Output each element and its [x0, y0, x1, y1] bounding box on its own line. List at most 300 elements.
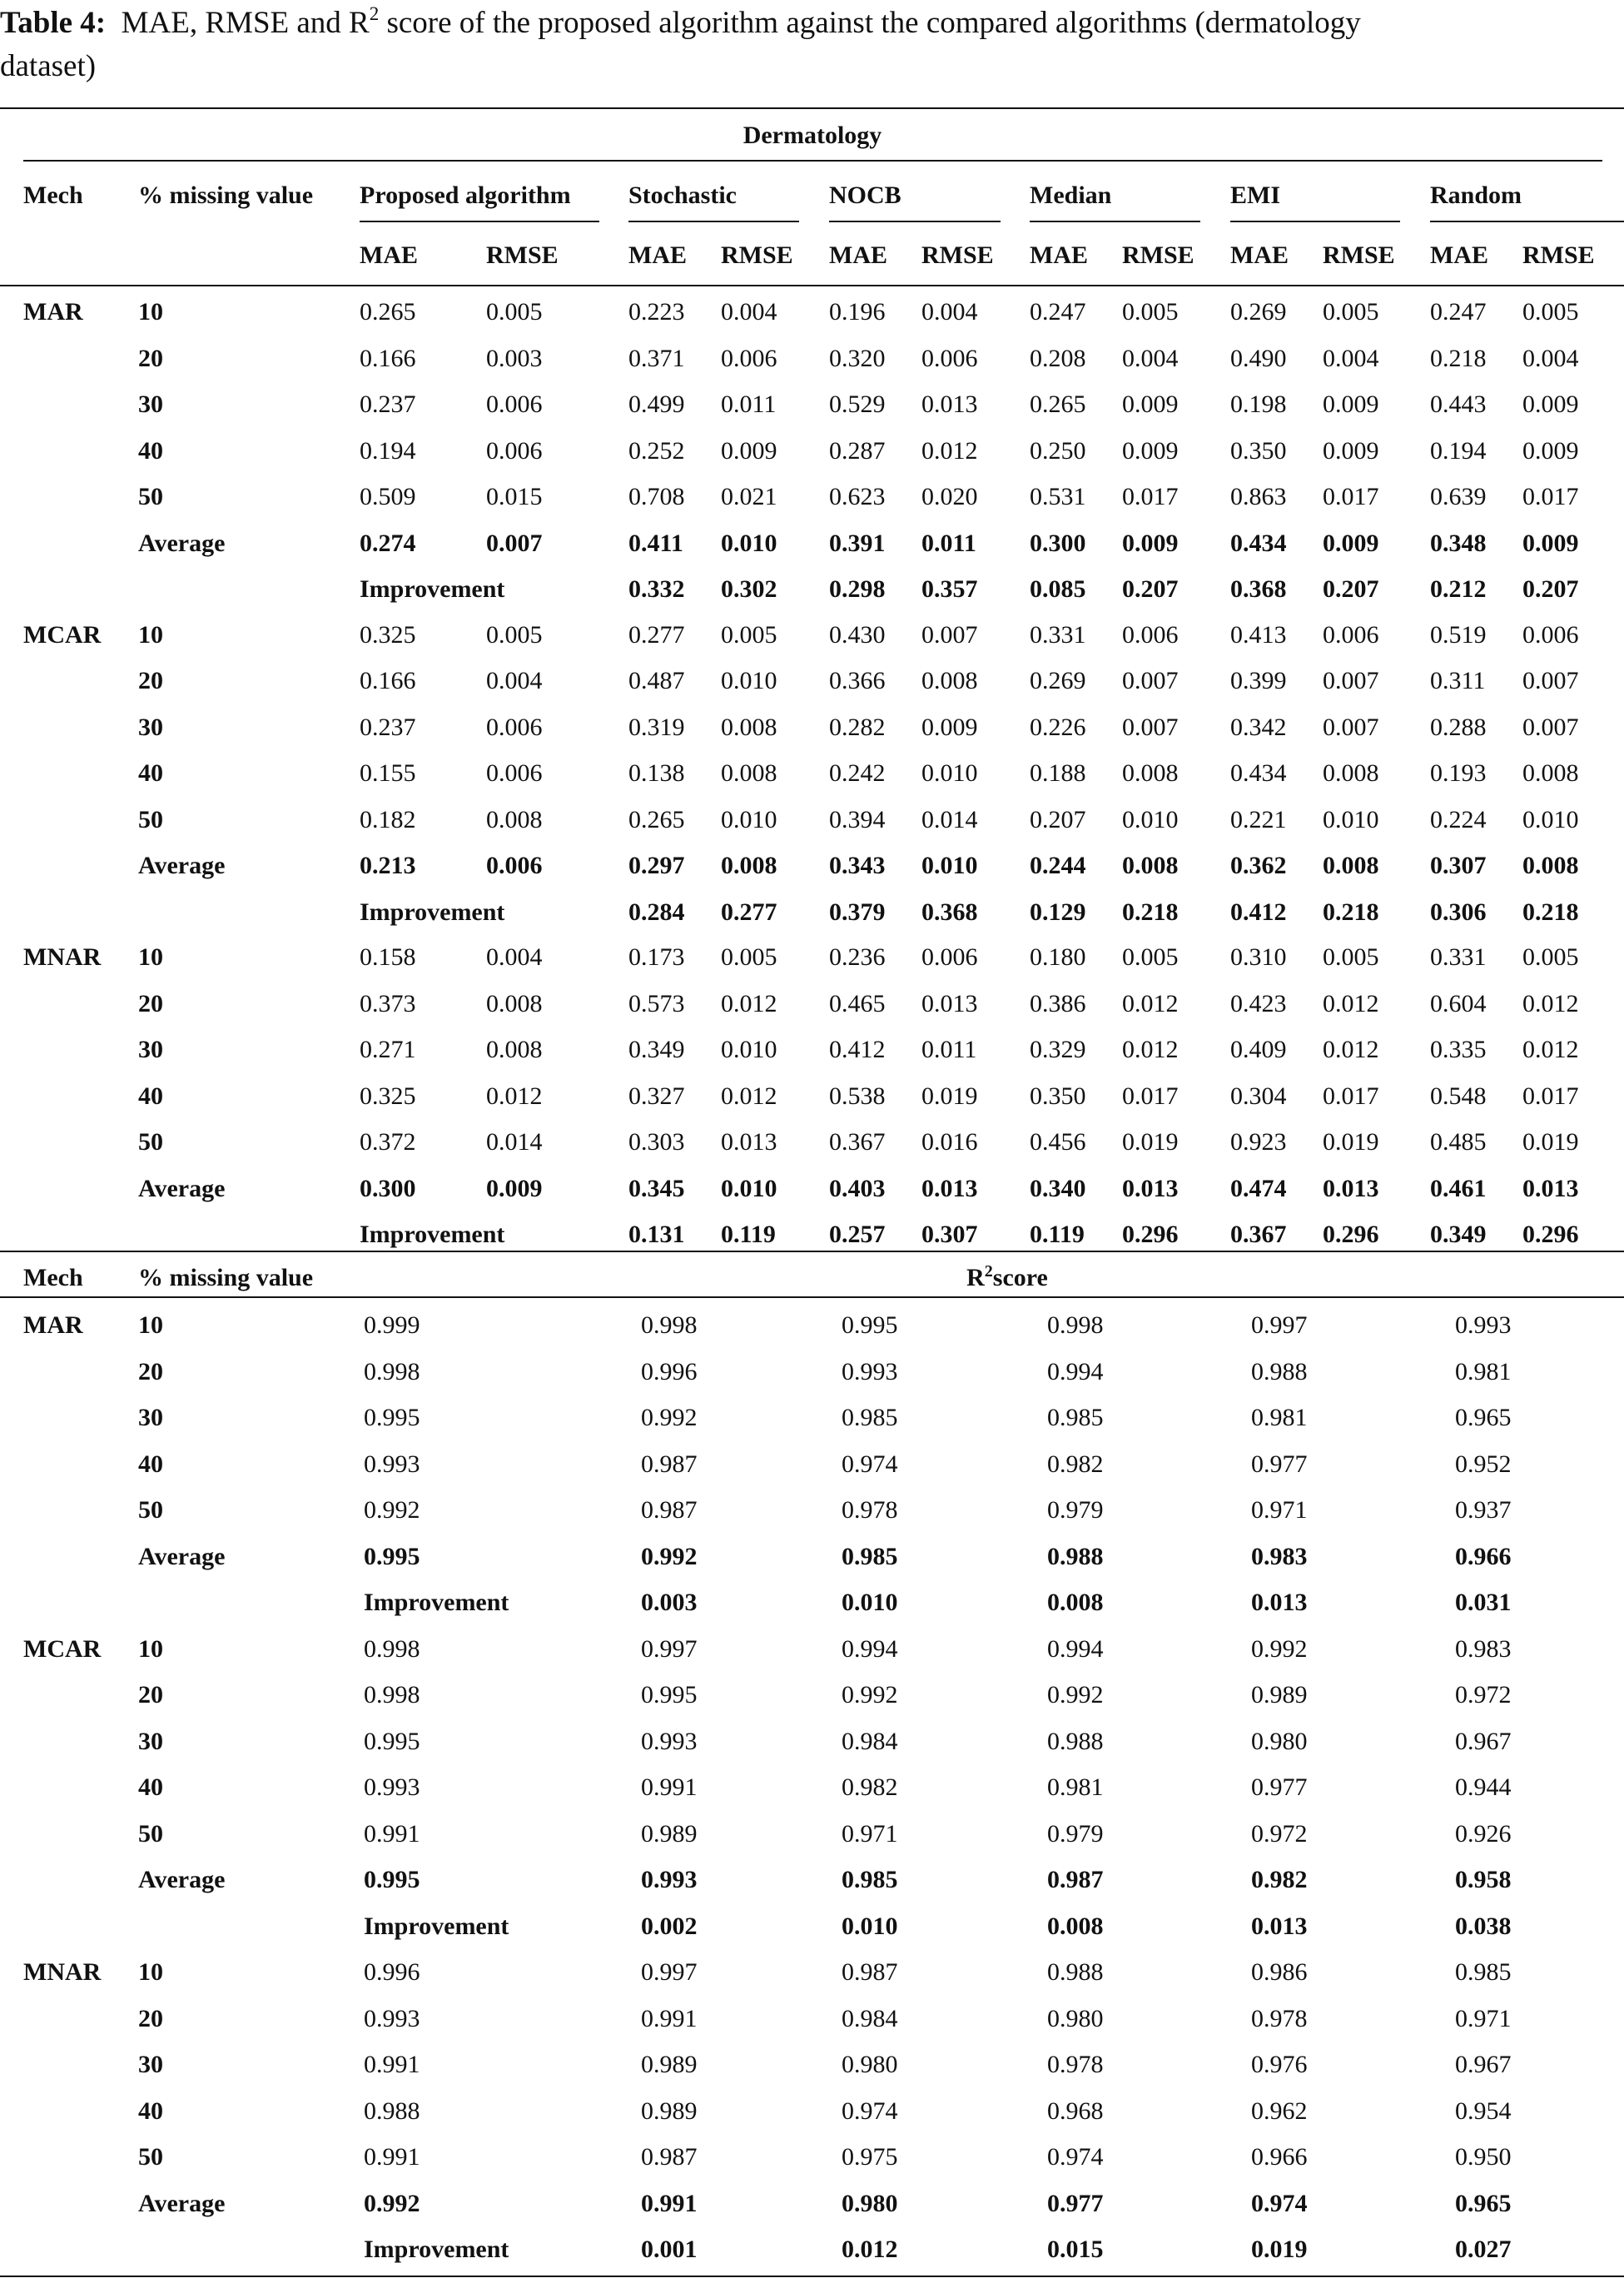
r2-value-cell: 0.993 — [364, 1450, 420, 1478]
table-caption — [0, 2, 1624, 88]
r2-average-cell: 0.980 — [842, 2189, 898, 2217]
value-cell: 0.237 — [360, 390, 416, 418]
value-cell: 0.008 — [1122, 759, 1179, 787]
r2-value-cell: 0.999 — [364, 1311, 420, 1339]
r2-value-cell: 0.983 — [1455, 1634, 1512, 1663]
r2-improvement-cell: 0.038 — [1455, 1912, 1512, 1940]
r2-value-cell: 0.944 — [1455, 1773, 1512, 1801]
value-cell: 0.158 — [360, 943, 416, 971]
average-cell: 0.297 — [628, 852, 685, 879]
missing-pct-cell: 50 — [138, 1128, 163, 1156]
value-cell: 0.350 — [1230, 436, 1287, 465]
average-cell: 0.362 — [1230, 852, 1287, 879]
value-cell: 0.006 — [1522, 620, 1579, 649]
table-bottom-rule — [0, 2276, 1624, 2277]
r2-value-cell: 0.988 — [1047, 1958, 1104, 1986]
r2-value-cell: 0.980 — [842, 2051, 898, 2078]
value-cell: 0.009 — [1522, 390, 1579, 418]
r2-value-cell: 0.984 — [842, 2004, 898, 2032]
value-cell: 0.003 — [486, 344, 543, 372]
r2-value-cell: 0.987 — [641, 2143, 698, 2171]
average-label: Average — [138, 1542, 226, 1570]
value-cell: 0.006 — [486, 759, 543, 787]
value-cell: 0.008 — [486, 805, 543, 833]
value-cell: 0.007 — [1323, 667, 1379, 694]
r2-average-cell: 0.995 — [364, 1866, 420, 1893]
improvement-cell: 0.119 — [1030, 1221, 1085, 1248]
value-cell: 0.319 — [628, 713, 685, 741]
r2-header-prefix: R — [966, 1264, 985, 1291]
value-cell: 0.013 — [721, 1128, 777, 1156]
column-header-algorithm: EMI — [1230, 182, 1280, 209]
value-cell: 0.138 — [628, 759, 685, 787]
r2-value-cell: 0.991 — [364, 1819, 420, 1848]
value-cell: 0.008 — [486, 989, 543, 1017]
value-cell: 0.350 — [1030, 1082, 1086, 1110]
value-cell: 0.010 — [1122, 805, 1179, 833]
value-cell: 0.269 — [1230, 298, 1287, 326]
value-cell: 0.006 — [1122, 620, 1179, 649]
value-cell: 0.014 — [921, 805, 978, 833]
value-cell: 0.006 — [1323, 620, 1379, 649]
value-cell: 0.208 — [1030, 344, 1086, 372]
missing-pct-cell: 30 — [138, 2051, 163, 2078]
value-cell: 0.005 — [1122, 943, 1179, 971]
missing-pct-cell: 40 — [138, 2096, 163, 2125]
improvement-cell: 0.296 — [1522, 1221, 1579, 1248]
value-cell: 0.017 — [1122, 483, 1179, 510]
r2-value-cell: 0.992 — [1047, 1681, 1104, 1709]
value-cell: 0.015 — [486, 483, 543, 510]
r2-improvement-cell: 0.008 — [1047, 1589, 1104, 1616]
value-cell: 0.265 — [1030, 390, 1086, 418]
algorithm-rule-0 — [360, 221, 599, 222]
value-cell: 0.006 — [486, 390, 543, 418]
column-header-metric: MAE — [1030, 241, 1088, 269]
improvement-cell: 0.131 — [628, 1221, 685, 1248]
value-cell: 0.007 — [1522, 667, 1579, 694]
missing-pct-cell: 30 — [138, 713, 163, 741]
r2-average-cell: 0.988 — [1047, 1542, 1104, 1570]
r2-average-cell: 0.985 — [842, 1542, 898, 1570]
value-cell: 0.531 — [1030, 483, 1086, 510]
average-cell: 0.274 — [360, 529, 416, 557]
value-cell: 0.366 — [829, 667, 886, 694]
value-cell: 0.019 — [1522, 1128, 1579, 1156]
caption-superscript: 2 — [369, 3, 380, 24]
r2-value-cell: 0.994 — [1047, 1634, 1104, 1663]
r2-average-cell: 0.987 — [1047, 1866, 1104, 1893]
improvement-cell: 0.412 — [1230, 898, 1287, 926]
value-cell: 0.011 — [921, 1036, 977, 1063]
r2-value-cell: 0.952 — [1455, 1450, 1512, 1478]
average-cell: 0.474 — [1230, 1174, 1287, 1202]
r2-average-cell: 0.977 — [1047, 2189, 1104, 2217]
missing-pct-cell: 10 — [138, 1634, 163, 1663]
improvement-cell: 0.357 — [921, 575, 978, 603]
value-cell: 0.020 — [921, 483, 978, 510]
header-bottom-rule — [0, 285, 1624, 286]
r2-value-cell: 0.979 — [1047, 1819, 1104, 1848]
r2-section-top-rule — [0, 1251, 1624, 1252]
value-cell: 0.008 — [721, 713, 777, 741]
r2-value-cell: 0.991 — [641, 1773, 698, 1801]
improvement-cell: 0.218 — [1122, 898, 1179, 926]
average-cell: 0.391 — [829, 529, 886, 557]
r2-value-cell: 0.993 — [1455, 1311, 1512, 1339]
value-cell: 0.008 — [486, 1036, 543, 1063]
value-cell: 0.009 — [921, 713, 978, 741]
r2-value-cell: 0.954 — [1455, 2096, 1512, 2125]
column-header-missing: % missing value — [138, 182, 314, 209]
value-cell: 0.012 — [486, 1082, 543, 1110]
r2-improvement-cell: 0.001 — [641, 2236, 698, 2263]
r2-improvement-cell: 0.012 — [842, 2236, 898, 2263]
r2-value-cell: 0.998 — [364, 1634, 420, 1663]
column-header-metric: MAE — [628, 241, 687, 269]
value-cell: 0.923 — [1230, 1128, 1287, 1156]
r2-value-cell: 0.965 — [1455, 1404, 1512, 1431]
r2-value-cell: 0.991 — [364, 2051, 420, 2078]
algorithm-rule-3 — [1030, 221, 1200, 222]
r2-value-cell: 0.968 — [1047, 2096, 1104, 2125]
average-cell: 0.340 — [1030, 1174, 1086, 1202]
r2-value-cell: 0.996 — [641, 1357, 698, 1385]
value-cell: 0.017 — [1522, 1082, 1579, 1110]
r2-value-cell: 0.993 — [364, 1773, 420, 1801]
value-cell: 0.331 — [1430, 943, 1487, 971]
r2-value-cell: 0.997 — [641, 1634, 698, 1663]
value-cell: 0.010 — [921, 759, 978, 787]
r2-value-cell: 0.987 — [842, 1958, 898, 1986]
value-cell: 0.456 — [1030, 1128, 1086, 1156]
value-cell: 0.226 — [1030, 713, 1086, 741]
improvement-cell: 0.306 — [1430, 898, 1487, 926]
missing-pct-cell: 50 — [138, 805, 163, 833]
value-cell: 0.465 — [829, 989, 886, 1017]
mech-label: MNAR — [23, 1958, 102, 1986]
missing-pct-cell: 10 — [138, 943, 163, 971]
r2-improvement-cell: 0.008 — [1047, 1912, 1104, 1940]
value-cell: 0.166 — [360, 344, 416, 372]
missing-pct-cell: 20 — [138, 1681, 163, 1709]
missing-pct-cell: 20 — [138, 989, 163, 1017]
caption-text-cont: score of the proposed algorithm against the compared algorithms (dermatology — [379, 6, 1361, 40]
average-label: Average — [138, 852, 226, 879]
average-cell: 0.213 — [360, 852, 416, 879]
average-cell: 0.009 — [1323, 529, 1379, 557]
r2-value-cell: 0.995 — [364, 1727, 420, 1755]
r2-improvement-cell: 0.010 — [842, 1589, 898, 1616]
value-cell: 0.193 — [1430, 759, 1487, 787]
value-cell: 0.221 — [1230, 805, 1287, 833]
average-cell: 0.411 — [628, 529, 683, 557]
value-cell: 0.342 — [1230, 713, 1287, 741]
value-cell: 0.012 — [721, 1082, 777, 1110]
r2-improvement-cell: 0.031 — [1455, 1589, 1512, 1616]
improvement-cell: 0.085 — [1030, 575, 1086, 603]
r2-value-cell: 0.972 — [1251, 1819, 1308, 1848]
r2-value-cell: 0.974 — [842, 2096, 898, 2125]
missing-pct-cell: 20 — [138, 2004, 163, 2032]
value-cell: 0.519 — [1430, 620, 1487, 649]
value-cell: 0.188 — [1030, 759, 1086, 787]
value-cell: 0.012 — [1122, 989, 1179, 1017]
r2-improvement-cell: 0.003 — [641, 1589, 698, 1616]
average-label: Average — [138, 1866, 226, 1893]
value-cell: 0.499 — [628, 390, 685, 418]
column-header-algorithm: NOCB — [829, 182, 901, 209]
r2-value-cell: 0.971 — [1251, 1496, 1308, 1524]
r2-improvement-cell: 0.013 — [1251, 1589, 1308, 1616]
missing-pct-cell: 30 — [138, 1727, 163, 1755]
column-header-mech: Mech — [23, 182, 83, 209]
missing-pct-cell: 30 — [138, 1036, 163, 1063]
average-cell: 0.345 — [628, 1174, 685, 1202]
column-header-algorithm: Random — [1430, 182, 1522, 209]
value-cell: 0.009 — [1323, 436, 1379, 465]
r2-value-cell: 0.985 — [1455, 1958, 1512, 1986]
r2-value-cell: 0.989 — [641, 2096, 698, 2125]
mech-label: MCAR — [23, 1634, 102, 1663]
value-cell: 0.007 — [1522, 713, 1579, 741]
value-cell: 0.012 — [1522, 989, 1579, 1017]
improvement-cell: 0.277 — [721, 898, 777, 926]
value-cell: 0.004 — [1122, 344, 1179, 372]
value-cell: 0.386 — [1030, 989, 1086, 1017]
mech-label: MAR — [23, 298, 83, 326]
improvement-label: Improvement — [360, 1221, 505, 1248]
r2-average-cell: 0.983 — [1251, 1542, 1308, 1570]
r2-value-cell: 0.982 — [842, 1773, 898, 1801]
r2-value-cell: 0.986 — [1251, 1958, 1308, 1986]
missing-pct-cell: 20 — [138, 344, 163, 372]
average-cell: 0.307 — [1430, 852, 1487, 879]
r2-average-cell: 0.993 — [641, 1866, 698, 1893]
value-cell: 0.010 — [721, 1036, 777, 1063]
value-cell: 0.012 — [1522, 1036, 1579, 1063]
r2-value-cell: 0.989 — [641, 1819, 698, 1848]
r2-header-suffix: score — [992, 1264, 1048, 1291]
value-cell: 0.180 — [1030, 943, 1086, 971]
value-cell: 0.304 — [1230, 1082, 1287, 1110]
value-cell: 0.548 — [1430, 1082, 1487, 1110]
value-cell: 0.538 — [829, 1082, 886, 1110]
r2-value-cell: 0.987 — [641, 1450, 698, 1478]
r2-value-cell: 0.995 — [842, 1311, 898, 1339]
improvement-label: Improvement — [360, 575, 505, 603]
improvement-cell: 0.284 — [628, 898, 685, 926]
improvement-cell: 0.349 — [1430, 1221, 1487, 1248]
value-cell: 0.005 — [721, 620, 777, 649]
r2-average-cell: 0.985 — [842, 1866, 898, 1893]
r2-improvement-cell: 0.010 — [842, 1912, 898, 1940]
average-cell: 0.006 — [486, 852, 543, 879]
average-cell: 0.010 — [721, 1174, 777, 1202]
r2-value-cell: 0.992 — [641, 1404, 698, 1431]
column-header-missing: % missing value — [138, 1264, 314, 1291]
column-header-metric: RMSE — [1122, 241, 1194, 269]
r2-value-cell: 0.984 — [842, 1727, 898, 1755]
value-cell: 0.529 — [829, 390, 886, 418]
missing-pct-cell: 10 — [138, 1311, 163, 1339]
column-header-algorithm: Proposed algorithm — [360, 182, 571, 209]
value-cell: 0.007 — [921, 620, 978, 649]
value-cell: 0.434 — [1230, 759, 1287, 787]
value-cell: 0.310 — [1230, 943, 1287, 971]
caption-text-line2: dataset) — [0, 49, 97, 83]
r2-value-cell: 0.998 — [364, 1357, 420, 1385]
r2-value-cell: 0.977 — [1251, 1450, 1308, 1478]
value-cell: 0.017 — [1122, 1082, 1179, 1110]
r2-value-cell: 0.977 — [1251, 1773, 1308, 1801]
value-cell: 0.198 — [1230, 390, 1287, 418]
missing-pct-cell: 50 — [138, 1496, 163, 1524]
value-cell: 0.008 — [1522, 759, 1579, 787]
column-header-metric: RMSE — [486, 241, 559, 269]
r2-value-cell: 0.966 — [1251, 2143, 1308, 2171]
r2-average-cell: 0.966 — [1455, 1542, 1512, 1570]
value-cell: 0.017 — [1522, 483, 1579, 510]
average-cell: 0.011 — [921, 529, 976, 557]
value-cell: 0.237 — [360, 713, 416, 741]
r2-value-cell: 0.996 — [364, 1958, 420, 1986]
missing-pct-cell: 20 — [138, 667, 163, 694]
dermatology-rule — [23, 160, 1602, 162]
value-cell: 0.004 — [721, 298, 777, 326]
value-cell: 0.010 — [721, 667, 777, 694]
r2-value-cell: 0.992 — [842, 1681, 898, 1709]
r2-average-cell: 0.991 — [641, 2189, 698, 2217]
value-cell: 0.009 — [1122, 436, 1179, 465]
r2-average-cell: 0.992 — [364, 2189, 420, 2217]
value-cell: 0.196 — [829, 298, 886, 326]
value-cell: 0.288 — [1430, 713, 1487, 741]
r2-improvement-cell: 0.019 — [1251, 2236, 1308, 2263]
value-cell: 0.009 — [721, 436, 777, 465]
value-cell: 0.325 — [360, 1082, 416, 1110]
missing-pct-cell: 30 — [138, 1404, 163, 1431]
r2-value-cell: 0.976 — [1251, 2051, 1308, 2078]
missing-pct-cell: 10 — [138, 1958, 163, 1986]
improvement-cell: 0.368 — [1230, 575, 1287, 603]
improvement-label: Improvement — [364, 1589, 509, 1616]
r2-value-cell: 0.998 — [1047, 1311, 1104, 1339]
average-cell: 0.013 — [1323, 1174, 1379, 1202]
missing-pct-cell: 50 — [138, 483, 163, 510]
r2-value-cell: 0.995 — [641, 1681, 698, 1709]
mech-label: MAR — [23, 1311, 83, 1339]
average-cell: 0.013 — [1522, 1174, 1579, 1202]
value-cell: 0.008 — [1323, 759, 1379, 787]
value-cell: 0.373 — [360, 989, 416, 1017]
value-cell: 0.013 — [921, 989, 978, 1017]
value-cell: 0.325 — [360, 620, 416, 649]
value-cell: 0.331 — [1030, 620, 1086, 649]
value-cell: 0.242 — [829, 759, 886, 787]
value-cell: 0.485 — [1430, 1128, 1487, 1156]
value-cell: 0.012 — [921, 436, 978, 465]
average-label: Average — [138, 529, 226, 557]
improvement-cell: 0.129 — [1030, 898, 1086, 926]
average-cell: 0.009 — [486, 1174, 543, 1202]
r2-average-cell: 0.995 — [364, 1542, 420, 1570]
column-header-metric: RMSE — [921, 241, 994, 269]
algorithm-rule-4 — [1230, 221, 1400, 222]
value-cell: 0.573 — [628, 989, 685, 1017]
improvement-cell: 0.296 — [1122, 1221, 1179, 1248]
value-cell: 0.349 — [628, 1036, 685, 1063]
average-cell: 0.403 — [829, 1174, 886, 1202]
r2-value-cell: 0.998 — [364, 1681, 420, 1709]
value-cell: 0.006 — [486, 436, 543, 465]
average-cell: 0.013 — [1122, 1174, 1179, 1202]
value-cell: 0.008 — [921, 667, 978, 694]
missing-pct-cell: 50 — [138, 2143, 163, 2171]
column-header-mech: Mech — [23, 1264, 83, 1291]
r2-average-cell: 0.982 — [1251, 1866, 1308, 1893]
average-cell: 0.008 — [1122, 852, 1179, 879]
value-cell: 0.005 — [486, 298, 543, 326]
improvement-cell: 0.212 — [1430, 575, 1487, 603]
improvement-cell: 0.218 — [1323, 898, 1379, 926]
r2-value-cell: 0.991 — [641, 2004, 698, 2032]
improvement-cell: 0.218 — [1522, 898, 1579, 926]
missing-pct-cell: 40 — [138, 759, 163, 787]
algorithm-rule-2 — [829, 221, 1001, 222]
value-cell: 0.311 — [1430, 667, 1486, 694]
r2-value-cell: 0.937 — [1455, 1496, 1512, 1524]
improvement-cell: 0.332 — [628, 575, 685, 603]
column-header-metric: RMSE — [1323, 241, 1395, 269]
value-cell: 0.014 — [486, 1128, 543, 1156]
value-cell: 0.329 — [1030, 1036, 1086, 1063]
improvement-cell: 0.298 — [829, 575, 886, 603]
value-cell: 0.194 — [360, 436, 416, 465]
r2-value-cell: 0.975 — [842, 2143, 898, 2171]
r2-header-bottom-rule — [0, 1296, 1624, 1298]
average-cell: 0.008 — [721, 852, 777, 879]
value-cell: 0.008 — [721, 759, 777, 787]
improvement-cell: 0.367 — [1230, 1221, 1287, 1248]
value-cell: 0.009 — [1122, 390, 1179, 418]
average-cell: 0.009 — [1522, 529, 1579, 557]
value-cell: 0.250 — [1030, 436, 1086, 465]
value-cell: 0.012 — [1323, 989, 1379, 1017]
r2-improvement-cell: 0.013 — [1251, 1912, 1308, 1940]
r2-value-cell: 0.991 — [364, 2143, 420, 2171]
improvement-cell: 0.207 — [1323, 575, 1379, 603]
missing-pct-cell: 40 — [138, 1773, 163, 1801]
r2-value-cell: 0.997 — [1251, 1311, 1308, 1339]
value-cell: 0.004 — [921, 298, 978, 326]
value-cell: 0.412 — [829, 1036, 886, 1063]
value-cell: 0.236 — [829, 943, 886, 971]
value-cell: 0.371 — [628, 344, 685, 372]
value-cell: 0.021 — [721, 483, 777, 510]
r2-value-cell: 0.993 — [842, 1357, 898, 1385]
r2-value-cell: 0.981 — [1251, 1404, 1308, 1431]
value-cell: 0.269 — [1030, 667, 1086, 694]
missing-pct-cell: 10 — [138, 298, 163, 326]
value-cell: 0.247 — [1430, 298, 1487, 326]
column-header-metric: MAE — [360, 241, 418, 269]
value-cell: 0.409 — [1230, 1036, 1287, 1063]
value-cell: 0.019 — [1122, 1128, 1179, 1156]
missing-pct-cell: 20 — [138, 1357, 163, 1385]
r2-header-superscript: 2 — [984, 1262, 993, 1281]
r2-value-cell: 0.926 — [1455, 1819, 1512, 1848]
